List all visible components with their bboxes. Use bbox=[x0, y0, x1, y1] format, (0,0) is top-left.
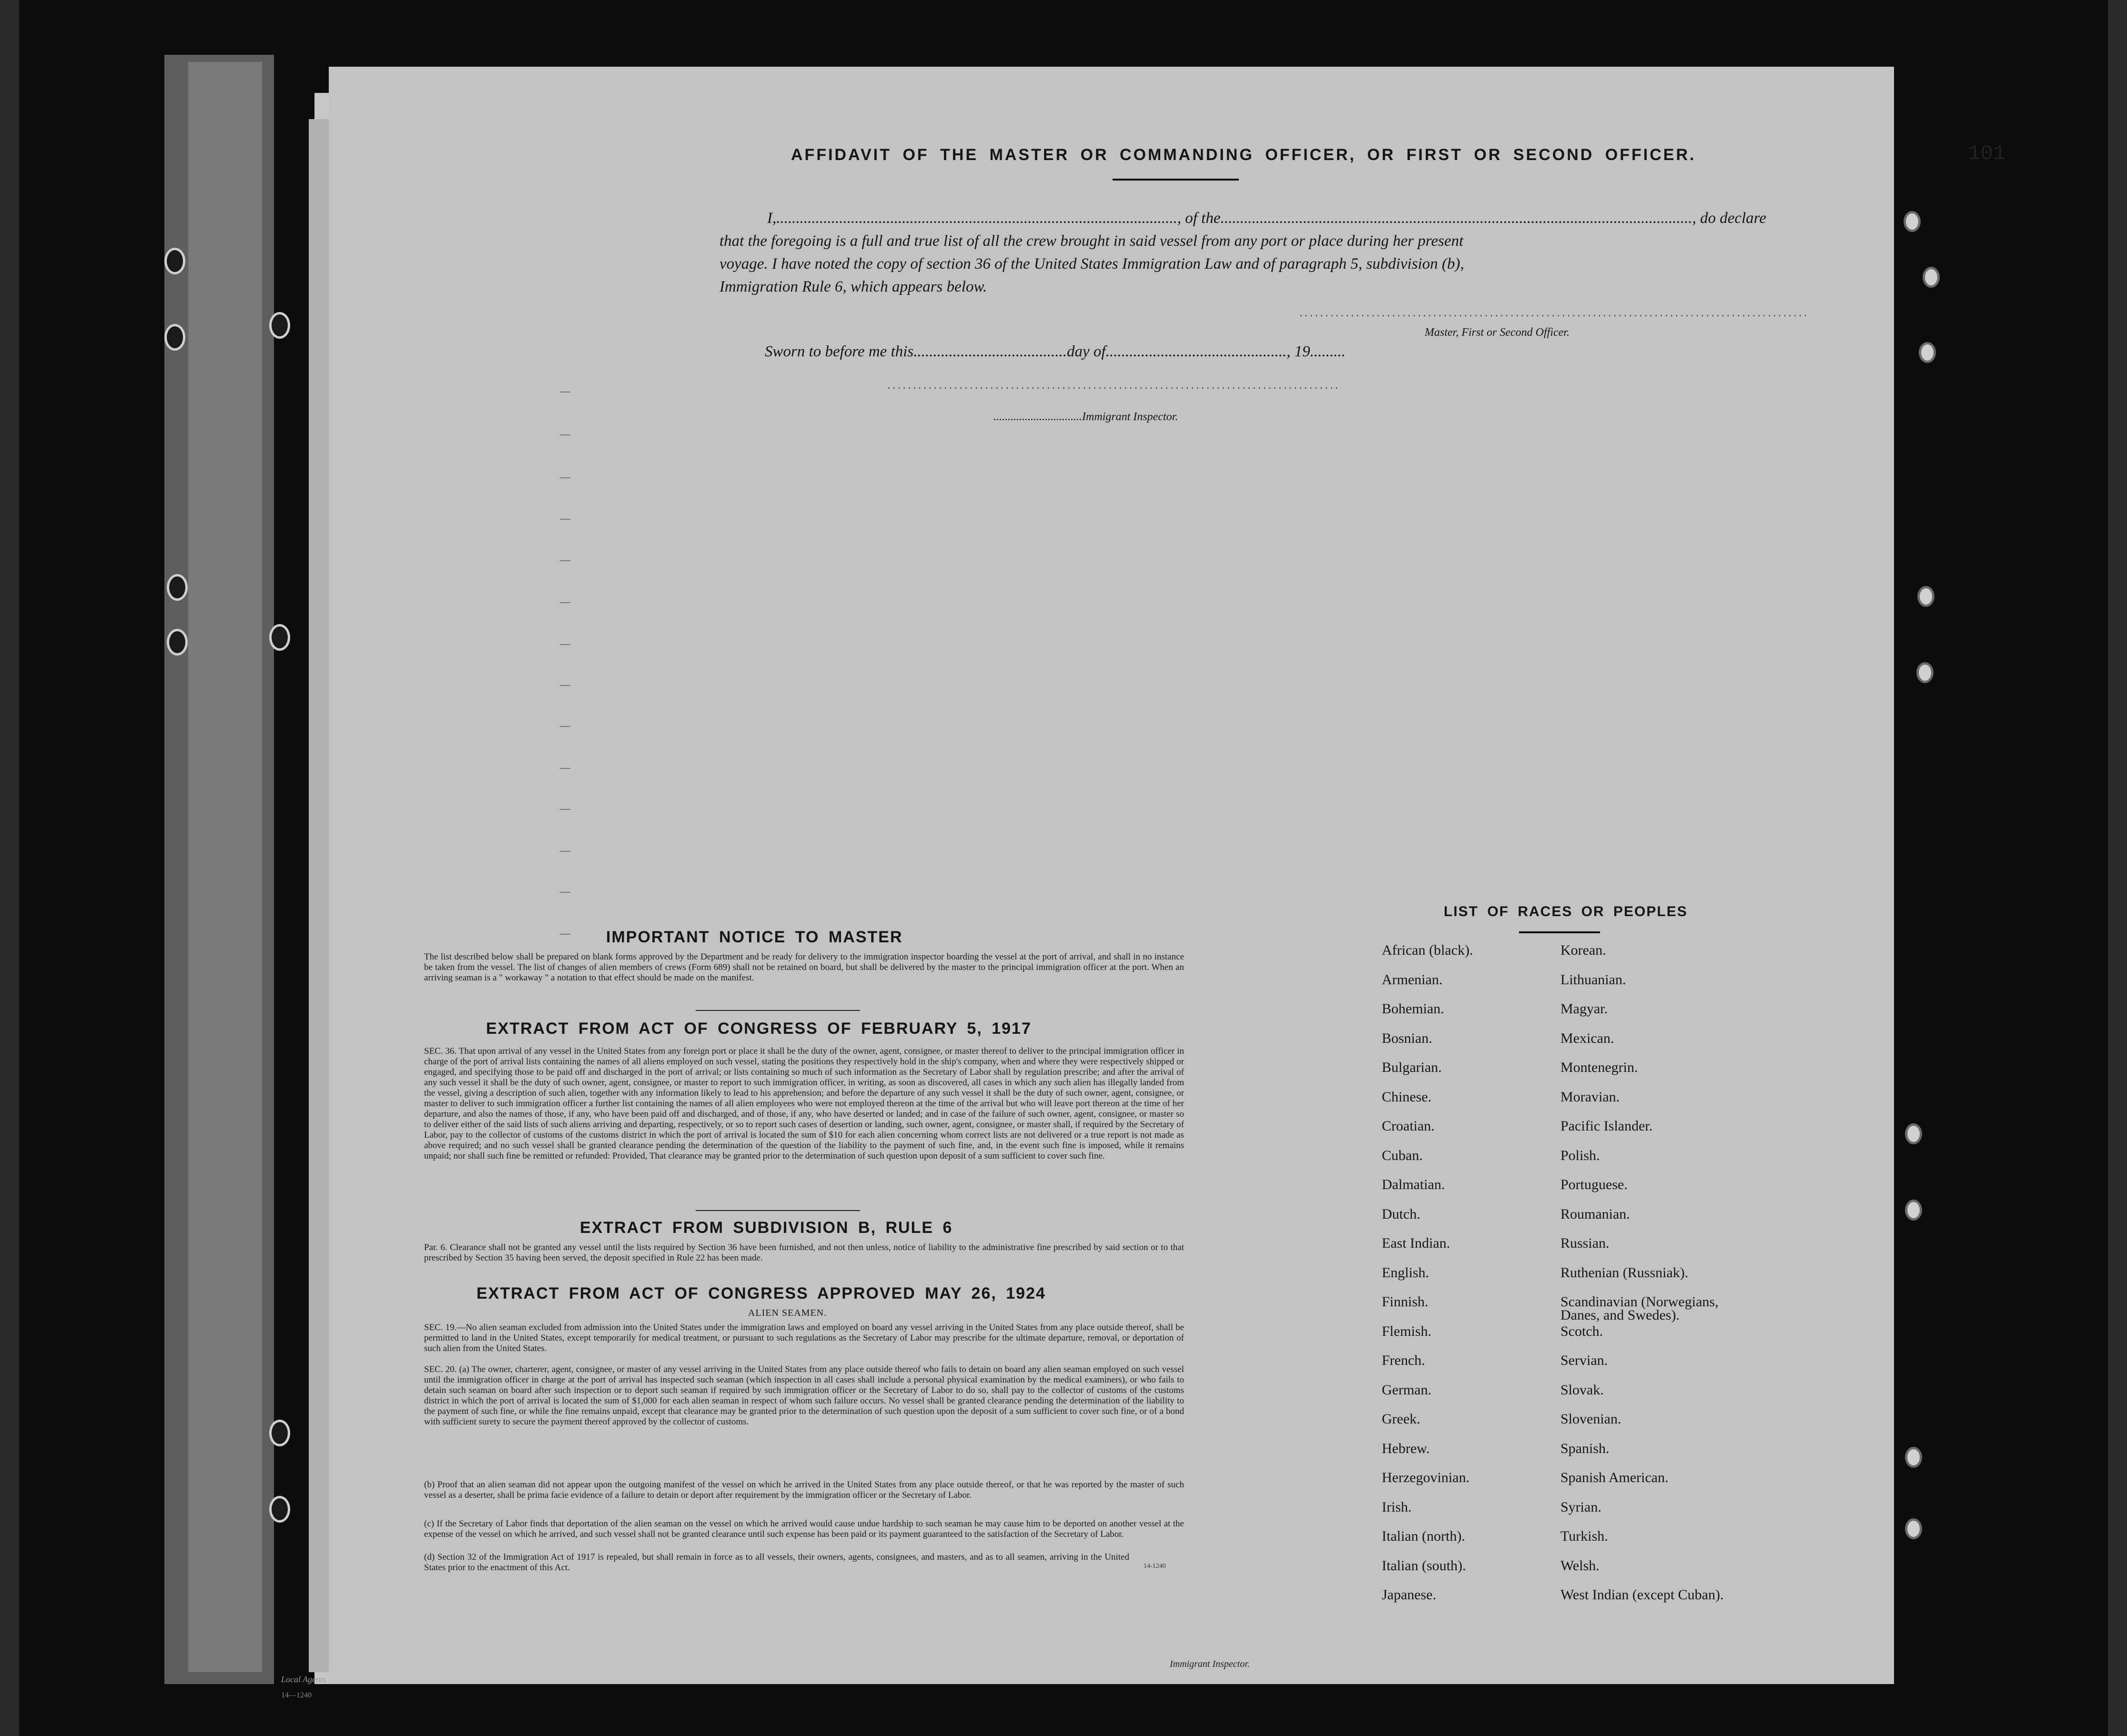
local-agents-label: Local Agents bbox=[281, 1675, 326, 1684]
race-item: Irish. bbox=[1382, 1499, 1412, 1515]
film-border-right bbox=[2108, 0, 2127, 1736]
page-ring bbox=[1916, 662, 1934, 683]
notice-heading: IMPORTANT NOTICE TO MASTER bbox=[606, 928, 903, 946]
signature-label: Master, First or Second Officer. bbox=[1425, 326, 1570, 339]
affidavit-title-rule bbox=[1113, 179, 1239, 181]
race-item: Danes, and Swedes). bbox=[1560, 1307, 1680, 1323]
extract-1917-heading: EXTRACT FROM ACT OF CONGRESS OF FEBRUARY 5, 1917 bbox=[486, 1019, 1032, 1038]
margin-dash: — bbox=[560, 471, 570, 483]
race-item: Croatian. bbox=[1382, 1118, 1435, 1134]
affidavit-line-4: Immigration Rule 6, which appears below. bbox=[719, 278, 987, 295]
race-item: African (black). bbox=[1382, 942, 1473, 958]
extract-1924-sec20a: SEC. 20. (a) The owner, charterer, agent, consignee, or master of any vessel arriving in the United States from any place outside thereof who fails to detain on board any alien seaman employed on such vessel until the immigration officer in charge at the port of arrival has inspected such seaman (which inspection in all cases shall include a personal physical examination by the medical examiners), or who fails to detain such seaman on board after such inspection or to deport such seaman if required by such immigration officer or the Secretary of Labor to do so, shall pay to the collector of customs of the customs district in which the port of arrival is located the sum of $1,000 for each alien seaman in respect of whom such failure occurs. No vessel shall be granted clearance pending the determination of the liability to the payment of such fine, or while the fine remains unpaid, except that clearance may be granted prior to the determination of such question upon the deposit of a sum sufficient to cover such fine, or of a bond with sufficient surety to secure the payment thereof approved by the collector of customs. bbox=[424, 1364, 1184, 1427]
race-item: Scandinavian (Norwegians, bbox=[1560, 1294, 1719, 1310]
race-item: Moravian. bbox=[1560, 1089, 1620, 1105]
film-border-left bbox=[0, 0, 19, 1736]
extract-1924-sec20b: (b) Proof that an alien seaman did not appear upon the outgoing manifest of the vessel on which he arrived in the United States from any place outside thereof, or that he was reported by the master of such vessel as a deserter, shall be prima facie evidence of a failure to detain or deport after requirement by the immigration officer or the Secretary of Labor. bbox=[424, 1480, 1184, 1500]
affidavit-line-3: voyage. I have noted the copy of section 36 of the United States Immigration Law and of paragraph 5, subdivision (b), bbox=[719, 255, 1464, 273]
race-item: Flemish. bbox=[1382, 1323, 1432, 1339]
extract-1924-sec20c: (c) If the Secretary of Labor finds that deportation of the alien seaman on the vessel on which he arrived would cause undue hardship to such seaman he may cause him to be deported on another vessel at the expense of the vessel on which he arrived, and such vessel shall not be granted clearance until such expense has been paid or its payment guaranteed to the satisfaction of the Secretary of Labor. bbox=[424, 1519, 1184, 1539]
section-rule bbox=[696, 1010, 860, 1011]
race-item: Scotch. bbox=[1560, 1323, 1603, 1339]
page-ring bbox=[1904, 211, 1921, 232]
binder-hole bbox=[269, 1496, 290, 1523]
race-item: French. bbox=[1382, 1352, 1425, 1368]
margin-dash: — bbox=[560, 927, 570, 939]
race-item: Bosnian. bbox=[1382, 1030, 1432, 1046]
extract-1924-subheading: ALIEN SEAMEN. bbox=[748, 1308, 827, 1318]
race-item: Japanese. bbox=[1382, 1587, 1437, 1603]
race-item: Spanish American. bbox=[1560, 1470, 1669, 1485]
bottom-inspector-label: Immigrant Inspector. bbox=[1170, 1659, 1250, 1669]
page-edge bbox=[309, 119, 330, 1672]
page-ring bbox=[1917, 586, 1935, 607]
race-item: Polish. bbox=[1560, 1147, 1600, 1163]
race-item: Hebrew. bbox=[1382, 1440, 1430, 1456]
race-item: Servian. bbox=[1560, 1352, 1608, 1368]
binder-hole bbox=[164, 248, 185, 274]
race-item: Montenegrin. bbox=[1560, 1060, 1638, 1075]
race-item: English. bbox=[1382, 1264, 1429, 1281]
rule6-heading: EXTRACT FROM SUBDIVISION B, RULE 6 bbox=[580, 1219, 953, 1237]
binder-hole bbox=[269, 624, 290, 651]
race-item: Dalmatian. bbox=[1382, 1177, 1445, 1192]
race-item: Armenian. bbox=[1382, 971, 1443, 988]
race-item: Ruthenian (Russniak). bbox=[1560, 1264, 1689, 1281]
race-item: Portuguese. bbox=[1560, 1177, 1628, 1192]
margin-dash: — bbox=[560, 678, 570, 690]
race-item: Slovak. bbox=[1560, 1382, 1604, 1398]
race-item: Mexican. bbox=[1560, 1030, 1614, 1046]
sworn-line: Sworn to before me this.......................................day of.............................................., 19......... bbox=[765, 343, 1346, 360]
race-item: Welsh. bbox=[1560, 1557, 1600, 1574]
margin-dash: — bbox=[560, 885, 570, 897]
race-item: Dutch. bbox=[1382, 1206, 1420, 1222]
race-item: West Indian (except Cuban). bbox=[1560, 1587, 1724, 1603]
race-item: Korean. bbox=[1560, 942, 1606, 958]
race-item: Italian (north). bbox=[1382, 1528, 1465, 1544]
race-item: Lithuanian. bbox=[1560, 971, 1626, 988]
margin-dash: — bbox=[560, 719, 570, 731]
page-number: 101 bbox=[1968, 142, 2006, 166]
race-item: Italian (south). bbox=[1382, 1557, 1466, 1574]
extract-1924-sec19: SEC. 19.—No alien seaman excluded from admission into the United States under the immigration laws and employed on board any vessel arriving in the United States from any place outside thereof, shall be permitted to land in the United States, except temporarily for medical treatment, or pursuant to such regulations as the Secretary of Labor may prescribe for the ultimate departure, removal, or deportation of such alien from the United States. bbox=[424, 1322, 1184, 1353]
rule6-body: Par. 6. Clearance shall not be granted any vessel until the lists required by Section 36 have been furnished, and not then unless, notice of liability to the administrative fine prescribed by said section or to that prescribed by Section 35 having been served, the deposit specified in Rule 22 has been made. bbox=[424, 1242, 1184, 1263]
page-ring bbox=[1905, 1200, 1922, 1221]
races-title: LIST OF RACES OR PEOPLES bbox=[1444, 904, 1688, 919]
section-rule bbox=[696, 1210, 860, 1211]
margin-dash: — bbox=[560, 637, 570, 649]
margin-dash: — bbox=[560, 761, 570, 773]
extract-1924-form-number: 14-1240 bbox=[1144, 1563, 1166, 1570]
race-item: Bohemian. bbox=[1382, 1001, 1444, 1017]
extract-1924-sec20d: (d) Section 32 of the Immigration Act of 1917 is repealed, but shall remain in force as to all vessels, their owners, agents, consignees, and masters, and as to all seamen, arriving in the United States prior to the enactment of this Act. bbox=[424, 1552, 1129, 1573]
binder-hole bbox=[167, 574, 188, 601]
margin-dash: — bbox=[560, 428, 570, 440]
race-item: Finnish. bbox=[1382, 1294, 1428, 1310]
race-item: Chinese. bbox=[1382, 1089, 1432, 1105]
page-ring bbox=[1923, 267, 1940, 288]
page-ring bbox=[1919, 342, 1936, 363]
inspector-dots: ........................................................................................ bbox=[886, 382, 1339, 392]
page-ring bbox=[1905, 1123, 1922, 1144]
race-item: German. bbox=[1382, 1382, 1432, 1398]
race-item: Bulgarian. bbox=[1382, 1060, 1442, 1075]
affidavit-line-2: that the foregoing is a full and true list of all the crew brought in said vessel from any port or place during her present bbox=[719, 232, 1464, 250]
margin-dash: — bbox=[560, 385, 570, 397]
page-ring bbox=[1905, 1518, 1922, 1539]
page-ring bbox=[1905, 1447, 1922, 1468]
race-item: Turkish. bbox=[1560, 1528, 1608, 1544]
race-item: Spanish. bbox=[1560, 1440, 1610, 1456]
binder-hole bbox=[164, 324, 185, 351]
margin-dash: — bbox=[560, 844, 570, 856]
race-item: Cuban. bbox=[1382, 1147, 1423, 1163]
race-item: Russian. bbox=[1560, 1235, 1610, 1251]
affidavit-title: AFFIDAVIT OF THE MASTER OR COMMANDING OFFICER, OR FIRST OR SECOND OFFICER. bbox=[791, 146, 1696, 164]
document-page bbox=[329, 67, 2006, 1684]
affidavit-line-1: I,......................................................................................................, of the........................................................................................................................, do declare bbox=[767, 210, 1766, 227]
bottom-form-number: 14—1240 bbox=[281, 1691, 312, 1699]
race-item: Syrian. bbox=[1560, 1499, 1601, 1515]
binder-hole bbox=[269, 312, 290, 339]
race-item: Roumanian. bbox=[1560, 1206, 1630, 1222]
extract-1924-heading: EXTRACT FROM ACT OF CONGRESS APPROVED MAY 26, 1924 bbox=[476, 1284, 1046, 1302]
margin-dash: — bbox=[560, 554, 570, 565]
inspector-label: ...............................Immigrant Inspector. bbox=[993, 411, 1178, 423]
races-title-rule bbox=[1519, 931, 1600, 933]
margin-dash: — bbox=[560, 512, 570, 524]
race-item: Magyar. bbox=[1560, 1001, 1608, 1017]
binder-hole bbox=[269, 1420, 290, 1446]
race-item: Greek. bbox=[1382, 1411, 1420, 1427]
extract-1917-body: SEC. 36. That upon arrival of any vessel in the United States from any foreign port or place it shall be the duty of the owner, agent, consignee, or master thereof to deliver to the principal immigration officer in charge of the port of arrival lists containing the names of all aliens employed on such vessel, stating the positions they respectively hold in the ship's company, when and where they were respectively shipped or engaged, and specifying those to be paid off and discharged in the port of arrival; or lists containing so much of such information as the Secretary of Labor shall by regulation prescribe; and after the arrival of any such vessel it shall be the duty of such owner, agent, consignee, or master to report to such immigration officer, in writing, as soon as discovered, all cases in which any such alien has illegally landed from the vessel, giving a description of such alien, together with any information likely to lead to his apprehension; and before the departure of any such vessel it shall be the duty of such owner, agent, consignee, or master to deliver to such immigration officer a further list containing the names of all alien employees who were not employed thereon at the time of the arrival but who will leave port thereon at the time of her departure, and also the names of those, if any, who have been paid off and discharged, and of those, if any, who have deserted or landed; and in case of the failure of such owner, agent, consignee, or master so to deliver either of the said lists of such aliens arriving and departing, respectively, or so to report such cases of desertion or landing, such owner, agent, consignee, or master shall, if required by the Secretary of Labor, pay to the collector of customs of the customs district in which the port of arrival is located the sum of $10 for each alien concerning whom correct lists are not delivered or a true report is not made as above required; and no such vessel shall be granted clearance pending the determination of the question of the liability to the payment of such fine, and, in the event such fine is imposed, while it remains unpaid; nor shall such fine be remitted or refunded: Provided, That clearance may be granted prior to the determination of such question upon deposit of a sum sufficient to cover such fine. bbox=[424, 1046, 1184, 1161]
race-item: Herzegovinian. bbox=[1382, 1470, 1470, 1485]
binder-inner-strip bbox=[188, 62, 262, 1672]
signature-dots: ................................................................................................... bbox=[1298, 310, 1808, 319]
race-item: East Indian. bbox=[1382, 1235, 1450, 1251]
binder-hole bbox=[167, 629, 188, 656]
notice-body: The list described below shall be prepared on blank forms approved by the Department and be ready for delivery to the immigration inspector boarding the vessel at the port of arrival, and shall in no instance be taken from the vessel. The list of changes of alien members of crews (Form 689) shall not be retained on board, but shall be delivered by the master to the principal immigration officer at the port. When an arriving seaman is a " workaway " a notation to that effect should be made on the manifest. bbox=[424, 952, 1184, 983]
race-item: Pacific Islander. bbox=[1560, 1118, 1653, 1134]
race-item: Slovenian. bbox=[1560, 1411, 1621, 1427]
margin-dash: — bbox=[560, 595, 570, 607]
margin-dash: — bbox=[560, 802, 570, 814]
